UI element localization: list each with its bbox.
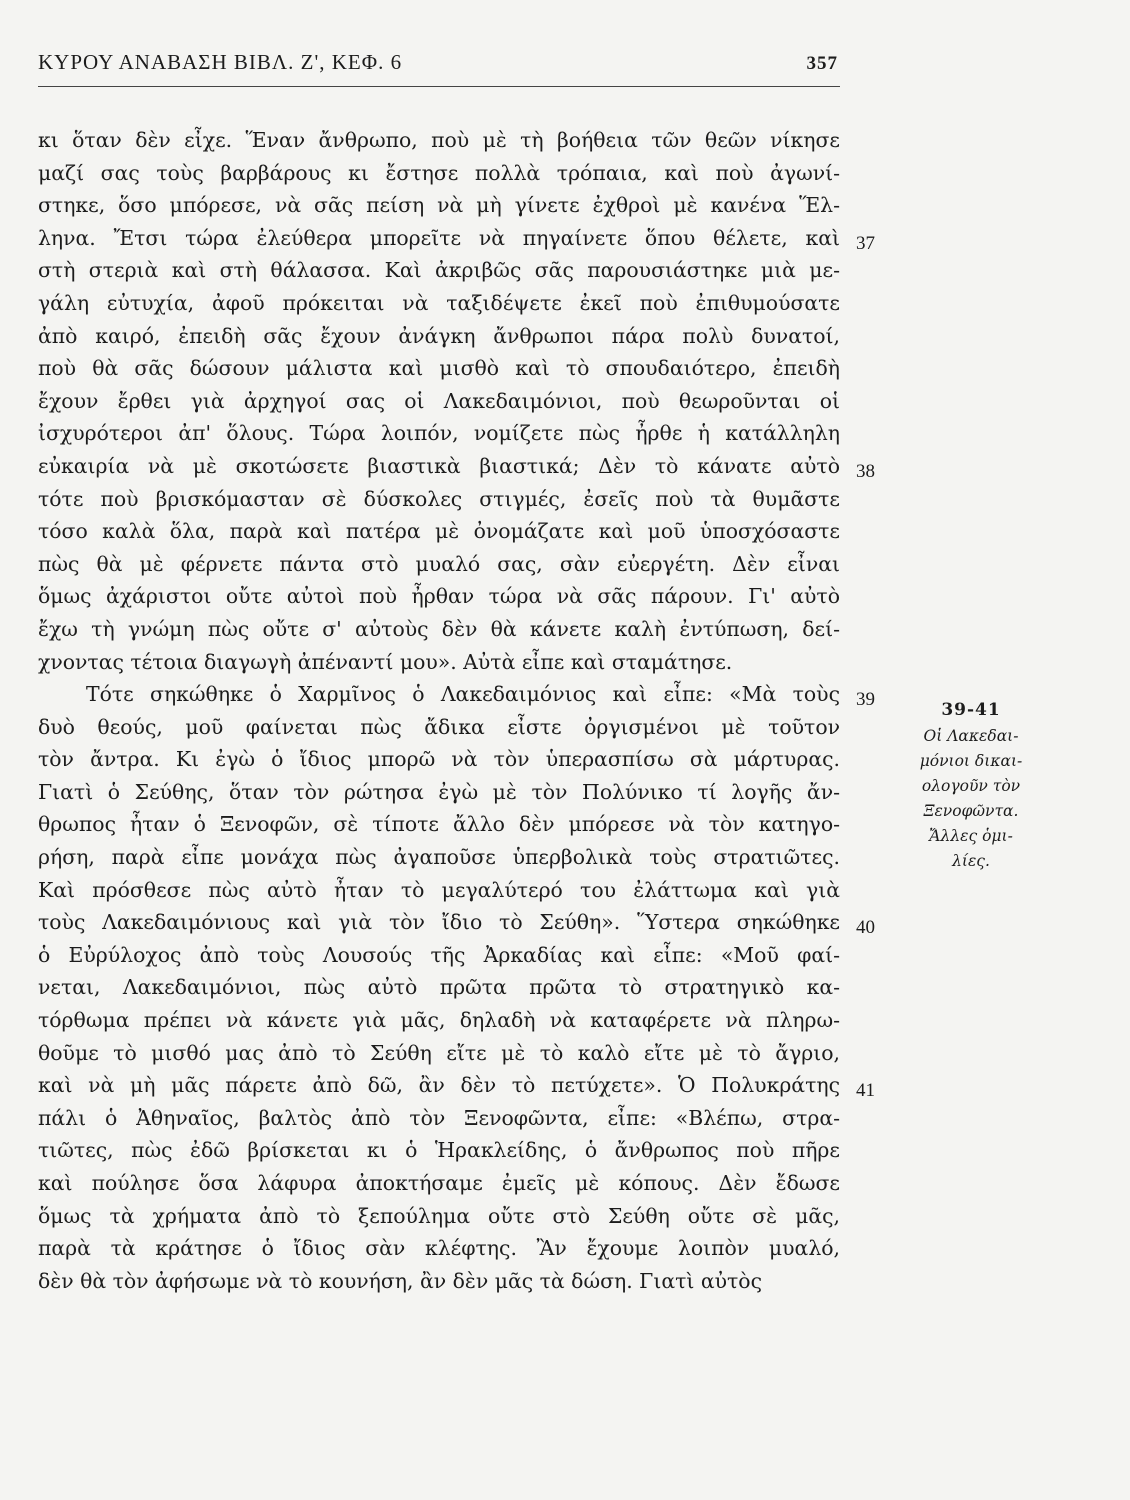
margin-note-line: Οἱ Λακεδαι- — [923, 727, 1019, 745]
text-line: θοῦμε τὸ μισθό μας ἀπὸ τὸ Σεύθη εἴτε μὲ τὸ καλὸ εἴτε μὲ τὸ ἄγριο, — [38, 1040, 840, 1065]
text-line: χνοντας τέτοια διαγωγὴ ἀπέναντί μου». Αὐτὰ εἶπε καὶ σταμάτησε. — [38, 649, 733, 674]
page-number: 357 — [806, 53, 838, 74]
text-line: ὅμως ἀχάριστοι οὔτε αὐτοὶ ποὺ ἦρθαν τώρα νὰ σᾶς πάρουν. Γι' αὐτὸ — [38, 584, 840, 609]
margin-note-line: ολογοῦν τὸν — [921, 777, 1021, 795]
text-line: πὼς θὰ μὲ φέρνετε πάντα στὸ μυαλό σας, σὰν εὐεργέτη. Δὲν εἶναι — [38, 551, 840, 576]
text-line: εὐκαιρία νὰ μὲ σκοτώσετε βιαστικὰ βιαστικά; Δὲν τὸ κάνατε αὐτὸ — [38, 453, 840, 478]
text-line: ἀπὸ καιρό, ἐπειδὴ σᾶς ἔχουν ἀνάγκη ἄνθρωποι πάρα πολὺ δυνατοί, — [38, 323, 840, 348]
text-line: δυὸ θεούς, μοῦ φαίνεται πὼς ἄδικα εἶστε ὀργισμένοι μὲ τοῦτον — [38, 714, 840, 739]
text-line: τιῶτες, πὼς ἐδῶ βρίσκεται κι ὁ Ἡρακλείδης, ὁ ἄνθρωπος ποὺ πῆρε — [38, 1138, 840, 1163]
text-line: ληνα. Ἔτσι τώρα ἐλεύθερα μπορεῖτε νὰ πηγαίνετε ὅπου θέλετε, καὶ — [38, 225, 840, 250]
text-line: ὁ Εὐρύλοχος ἀπὸ τοὺς Λουσούς τῆς Ἀρκαδίας καὶ εἶπε: «Μοῦ φαί- — [38, 942, 840, 967]
text-line: γάλη εὐτυχία, ἀφοῦ πρόκειται νὰ ταξιδέψετε ἐκεῖ ποὺ ἐπιθυμούσατε — [38, 290, 840, 315]
text-line: ρήση, παρὰ εἶπε μονάχα πὼς ἀγαποῦσε ὑπερβολικὰ τοὺς στρατιῶτες. — [38, 845, 840, 870]
text-line: ἔχουν ἔρθει γιὰ ἀρχηγοί σας οἱ Λακεδαιμόνιοι, ποὺ θεωροῦνται οἱ — [38, 388, 840, 413]
text-line: παρὰ τὰ κράτησε ὁ ἴδιος σὰν κλέφτης. Ἂν ἔχουμε λοιπὸν μυαλό, — [38, 1236, 840, 1261]
text-line: πάλι ὁ Ἀθηναῖος, βαλτὸς ἀπὸ τὸν Ξενοφῶντα, εἶπε: «Βλέπω, στρα- — [38, 1105, 840, 1130]
text-line: Γιατὶ ὁ Σεύθης, ὅταν τὸν ρώτησα ἐγὼ μὲ τὸν Πολύνικο τί λογῆς ἄν- — [38, 779, 840, 804]
header-rule — [38, 86, 840, 87]
running-header — [38, 50, 838, 75]
text-line: τότε ποὺ βρισκόμασταν σὲ δύσκολες στιγμές, ἐσεῖς ποὺ τὰ θυμᾶστε — [38, 486, 840, 511]
text-line: Καὶ πρόσθεσε πὼς αὐτὸ ἦταν τὸ μεγαλύτερό του ἐλάττωμα καὶ γιὰ — [38, 877, 840, 902]
text-line: τόρθωμα πρέπει νὰ κάνετε γιὰ μᾶς, δηλαδὴ νὰ καταφέρετε νὰ πληρω- — [38, 1008, 840, 1033]
text-line: δὲν θὰ τὸν ἀφήσωμε νὰ τὸ κουνήση, ἂν δὲν μᾶς τὰ δώση. Γιατὶ αὐτὸς — [38, 1268, 762, 1293]
text-line: Τότε σηκώθηκε ὁ Χαρμῖνος ὁ Λακεδαιμόνιος καὶ εἶπε: «Μὰ τοὺς — [86, 682, 840, 707]
text-line: ἔχω τὴ γνώμη πὼς οὔτε σ' αὐτοὺς δὲν θὰ κάνετε καλὴ ἐντύπωση, δεί- — [38, 616, 840, 641]
text-line: ἰσχυρότεροι ἀπ' ὅλους. Τώρα λοιπόν, νομίζετε πὼς ἦρθε ἡ κατάλληλη — [38, 421, 840, 446]
text-line: τόσο καλὰ ὅλα, παρὰ καὶ πατέρα μὲ ὀνομάζατε καὶ μοῦ ὑποσχόσαστε — [38, 519, 840, 544]
section-number: 39 — [856, 689, 875, 711]
text-line: στηκε, ὅσο μπόρεσε, νὰ σᾶς πείση νὰ μὴ γίνετε ἐχθροὶ μὲ κανένα Ἕλ- — [38, 193, 840, 218]
text-line: ὅμως τὰ χρήματα ἀπὸ τὸ ξεπούλημα οὔτε στὸ Σεύθη οὔτε σὲ μᾶς, — [38, 1203, 840, 1228]
text-line: νεται, Λακεδαιμόνιοι, πὼς αὐτὸ πρῶτα πρῶτα τὸ στρατηγικὸ κα- — [38, 975, 840, 1000]
text-line: κι ὅταν δὲν εἶχε. Ἕναν ἄνθρωπο, ποὺ μὲ τὴ βοήθεια τῶν θεῶν νίκησε — [38, 128, 840, 152]
text-line: τὸν ἄντρα. Κι ἐγὼ ὁ ἴδιος μπορῶ νὰ τὸν ὑπερασπίσω σὰ μάρτυρας. — [38, 747, 840, 772]
margin-note-line: λίες. — [952, 852, 990, 870]
margin-note-text — [906, 724, 1036, 874]
section-number: 38 — [856, 461, 875, 482]
section-number: 37 — [856, 232, 875, 254]
section-number: 40 — [856, 917, 875, 939]
margin-note — [906, 700, 1036, 874]
running-title: ΚΥΡΟΥ ΑΝΑΒΑΣΗ ΒΙΒΛ. Ζ', ΚΕΦ. 6 — [38, 50, 403, 74]
margin-note-range: 39-41 — [941, 700, 1001, 720]
margin-note-line: Ξενοφῶντα. — [923, 802, 1019, 820]
body-text — [38, 124, 840, 1297]
text-line: θρωπος ἦταν ὁ Ξενοφῶν, σὲ τίποτε ἄλλο δὲν μπόρεσε νὰ τὸν κατηγο- — [38, 812, 840, 837]
section-number: 41 — [856, 1080, 875, 1102]
text-line: ποὺ θὰ σᾶς δώσουν μάλιστα καὶ μισθὸ καὶ τὸ σπουδαιότερο, ἐπειδὴ — [38, 356, 840, 381]
text-line: στὴ στεριὰ καὶ στὴ θάλασσα. Καὶ ἀκριβῶς σᾶς παρουσιάστηκε μιὰ με- — [38, 258, 840, 283]
text-line: τοὺς Λακεδαιμόνιους καὶ γιὰ τὸν ἴδιο τὸ Σεύθη». Ὕστερα σηκώθηκε — [38, 910, 840, 935]
text-line: μαζί σας τοὺς βαρβάρους κι ἔστησε πολλὰ τρόπαια, καὶ ποὺ ἀγωνί- — [38, 160, 840, 185]
margin-note-line: Ἄλλες ὁμι- — [929, 827, 1013, 845]
margin-note-line: μόνιοι δικαι- — [919, 752, 1023, 770]
text-line: καὶ νὰ μὴ μᾶς πάρετε ἀπὸ δῶ, ἂν δὲν τὸ πετύχετε». Ὁ Πολυκράτης — [38, 1073, 840, 1098]
text-line: καὶ πούλησε ὅσα λάφυρα ἀποκτήσαμε ἐμεῖς μὲ κόπους. Δὲν ἔδωσε — [38, 1171, 840, 1195]
